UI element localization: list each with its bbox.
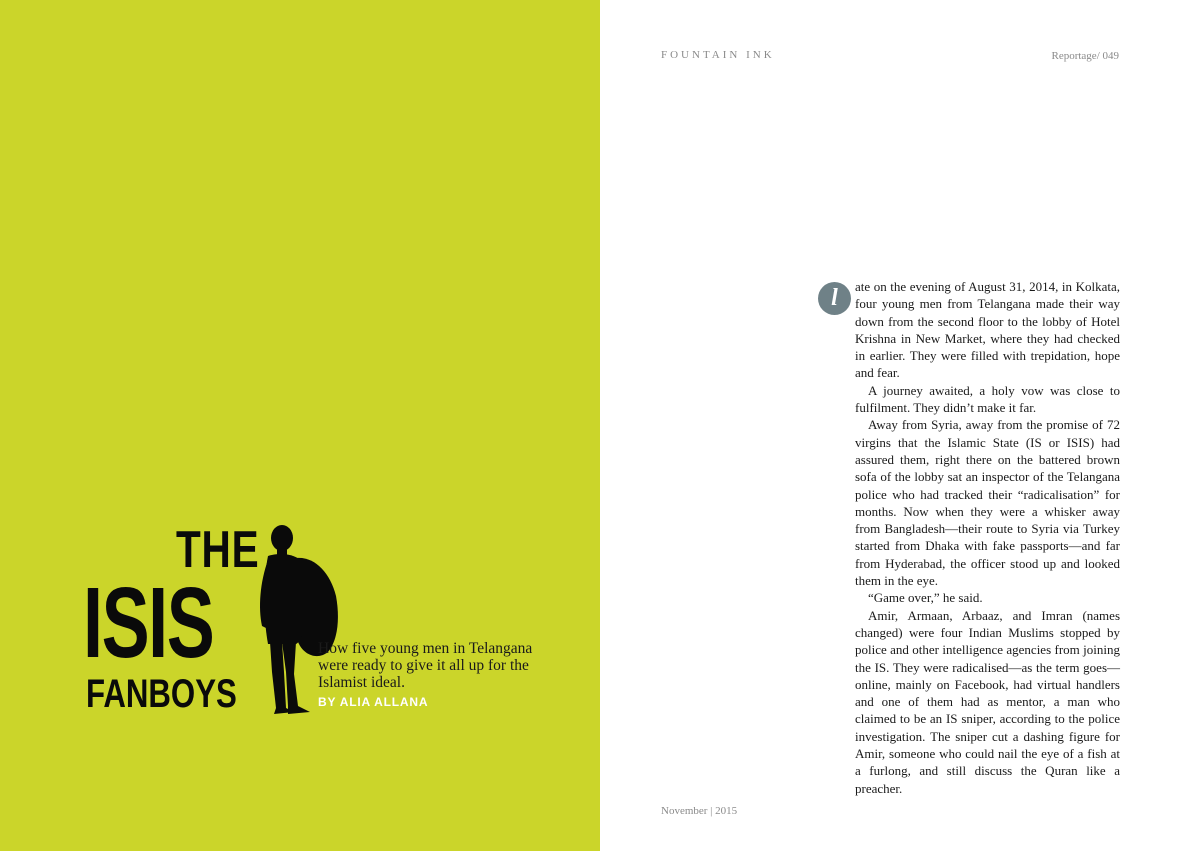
deck-subtitle: How five young men in Telangana were ready to give it all up for the Islamist ideal.: [318, 640, 533, 691]
footer-date: November | 2015: [661, 805, 738, 817]
paragraph: ate on the evening of August 31, 2014, in Kolkata, four young men from Telangana made their way down from the second floor to the lobby of Hotel Krishna in New Market, where they had checked in earlier. They were filled with trepidation, hope and fear.: [855, 279, 1120, 381]
headline-line-isis: ISIS: [83, 567, 214, 679]
byline: BY ALIA ALLANA: [318, 695, 429, 709]
article-body: [855, 278, 1120, 797]
paragraph: “Game over,” he said.: [868, 590, 983, 606]
paragraph: Amir, Armaan, Arbaaz, and Imran (names changed) were four Indian Muslims stopped by police and other intelligence agencies from joining the IS. They were radicalised—as the term goes—online, mainly on Facebook, had virtual handlers and one of them had as mentor, a man who claimed to be an IS sniper, according to the police investigation. The sniper cut a dashing figure for Amir, someone who could nail the eye of a fish at a furlong, and still discuss the Quran like a preacher.: [855, 607, 1120, 796]
drop-cap: l: [818, 282, 851, 315]
running-head: FOUNTAIN INK: [661, 49, 775, 61]
headline-line-fanboys: FANBOYS: [86, 672, 237, 716]
section-page-number: Reportage/ 049: [1051, 50, 1119, 62]
paragraph: A journey awaited, a holy vow was close to fulfilment. They didn’t make it far.: [855, 382, 1120, 416]
right-page: [600, 0, 1200, 851]
headline-line-the: THE: [176, 521, 260, 579]
paragraph: Away from Syria, away from the promise of 72 virgins that the Islamic State (IS or ISIS) had assured them, right there on the battered brown sofa of the lobby sat an inspector of the Telangana police who had tracked their “radicalisation” for months. Now when they were a whisker away from Bangladesh—their route to Syria via Turkey started from Dhaka with fake passports—and far from Hyderabad, the officer stood up and looked them in the eye.: [855, 417, 1120, 589]
